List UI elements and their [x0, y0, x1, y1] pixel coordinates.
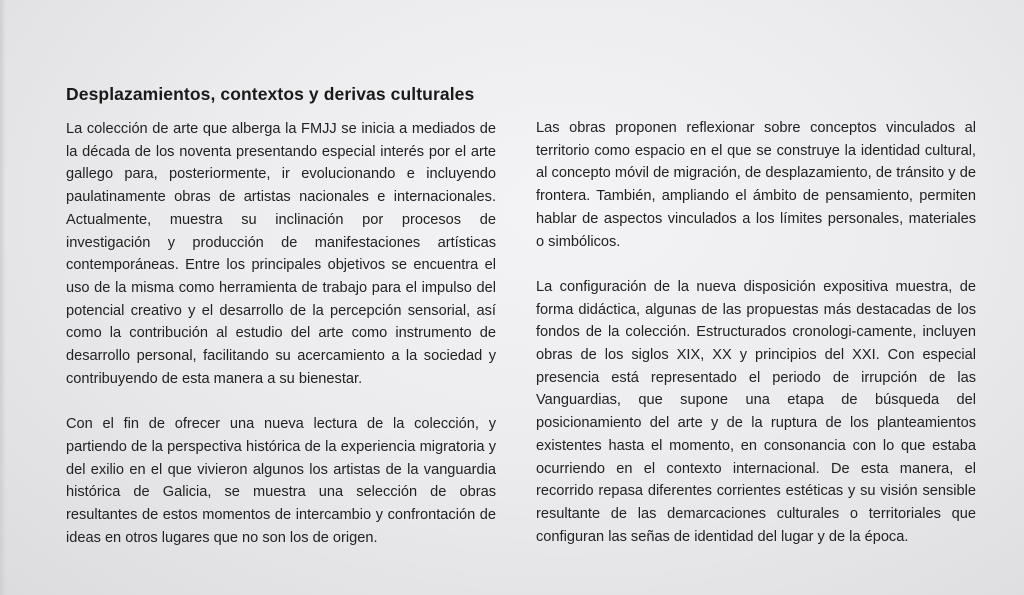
right-text-column	[536, 117, 976, 548]
wall-edge	[0, 0, 6, 595]
left-paragraph-2: Con el fin de ofrecer una nueva lectura de la colección, y partiendo de la perspectiva histórica de la experiencia migratoria y del exilio en el que vivieron algunos los artistas de la vanguardia histórica de Galicia, se muestra una selección de obras resultantes de estos momentos de intercambio y confrontación de ideas en otros lugares que no son los de origen.	[66, 416, 496, 546]
right-paragraph-2: La configuración de la nueva disposición expositiva muestra, de forma didáctica, algunas de las propuestas más destacadas de los fondos de la colección. Estructurados cronologi-camente, incluyen obras de los siglos XIX, XX y principios del XXI. Con especial presencia está representado el periodo de irrupción de las Vanguardias, que supone una etapa de búsqueda del posicionamiento del arte y de la ruptura de los planteamientos existentes hasta el momento, en consonancia con lo que estaba ocurriendo en el contexto internacional. De esta manera, el recorrido repasa diferentes corrientes estéticas y su visión sensible resultante de las demarcaciones culturales o territoriales que configuran las señas de identidad del lugar y de la época.	[536, 278, 976, 545]
right-paragraph-1: Las obras proponen reflexionar sobre conceptos vinculados al territorio como espacio en el que se construye la identidad cultural, al concepto móvil de migración, de desplazamiento, de tránsito y de frontera. También, ampliando el ámbito de pensamiento, permiten hablar de aspectos vinculados a los límites personales, materiales o simbólicos.	[536, 120, 976, 250]
left-paragraph-1: La colección de arte que alberga la FMJJ se inicia a mediados de la década de los noventa presentando especial interés por el arte gallego para, posteriormente, ir evolucionando e incluyendo paulatinamente obras de artistas nacionales e internacionales. Actualmente, muestra su inclinación por procesos de investigación y producción de manifestaciones artísticas contemporáneas. Entre los principales objetivos se encuentra el uso de la misma como herramienta de trabajo para el impulso del potencial creativo y el desarrollo de la percepción sensorial, así como la contribución al estudio del arte como instrumento de desarrollo personal, facilitando su acercamiento a la sociedad y contribuyendo de esta manera a su bienestar.	[66, 121, 496, 387]
panel-title: Desplazamientos, contextos y derivas culturales	[66, 84, 475, 104]
left-text-column	[66, 118, 496, 549]
